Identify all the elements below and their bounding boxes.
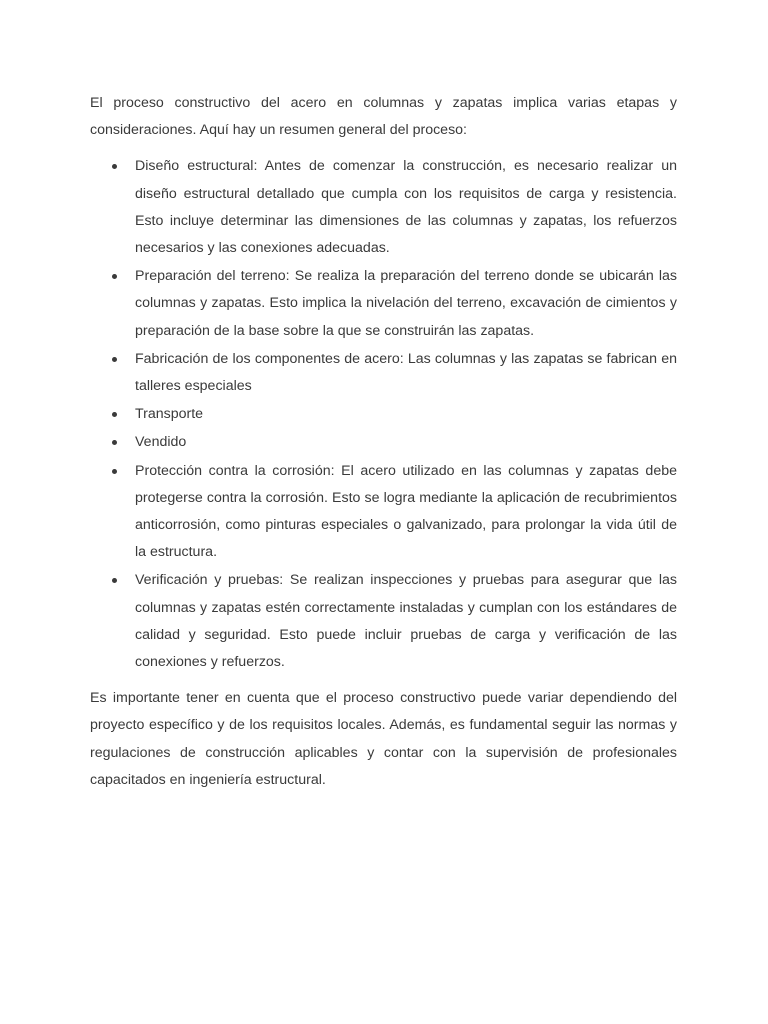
bullet-icon [112,412,117,417]
list-item-fabricacion [90,346,677,400]
list-item-vendido [90,429,677,456]
list-item-verificacion-pruebas [90,567,677,676]
list-item-text: Preparación del terreno: Se realiza la preparación del terreno donde se ubicarán las columnas y zapatas. Esto implica la nivelación del terreno, excavación de cimientos y preparación de la base sobre la que se construirán las zapatas. [135,268,677,339]
bullet-icon [112,440,117,445]
bullet-icon [112,469,117,474]
conclusion-paragraph: Es importante tener en cuenta que el proceso constructivo puede variar dependiendo del proyecto específico y de los requisitos locales. Además, es fundamental seguir las normas y regulaciones de construcción aplicables y contar con la supervisión de profesionales capacitados en ingeniería estructural. [90,690,677,788]
list-item-text: Fabricación de los componentes de acero: Las columnas y las zapatas se fabrican en talleres especiales [135,350,677,395]
list-item-transporte [90,401,677,428]
bullet-icon [112,578,117,583]
list-item-text: Transporte [135,406,204,423]
intro-paragraph: El proceso constructivo del acero en columnas y zapatas implica varias etapas y consideraciones. Aquí hay un resumen general del proceso: [90,95,677,139]
list-item-preparacion-terreno [90,263,677,345]
list-item-diseno-estructural [90,153,677,262]
list-item-proteccion-corrosion [90,458,677,567]
list-item-text: Vendido [135,434,187,451]
list-item-text: Protección contra la corrosión: El acero utilizado en las columnas y zapatas debe protegerse contra la corrosión. Esto se logra mediante la aplicación de recubrimientos anticorrosión, como pinturas especiales o galvanizado, para prolongar la vida útil de la estructura. [135,462,677,561]
document-body [90,90,677,794]
bullet-icon [112,164,117,169]
list-item-text: Verificación y pruebas: Se realizan inspecciones y pruebas para asegurar que las columnas y zapatas estén correctamente instaladas y cumplan con los estándares de calidad y seguridad. Esto puede incluir pruebas de carga y verificación de las conexiones y refuerzos. [135,572,677,671]
bullet-icon [112,357,117,362]
list-item-text: Diseño estructural: Antes de comenzar la construcción, es necesario realizar un diseño estructural detallado que cumpla con los requisitos de carga y resistencia. Esto incluye determinar las dimensiones de las columnas y zapatas, los refuerzos necesarios y las conexiones adecuadas. [135,158,677,257]
bullet-icon [112,274,117,279]
bullet-list [90,153,677,676]
